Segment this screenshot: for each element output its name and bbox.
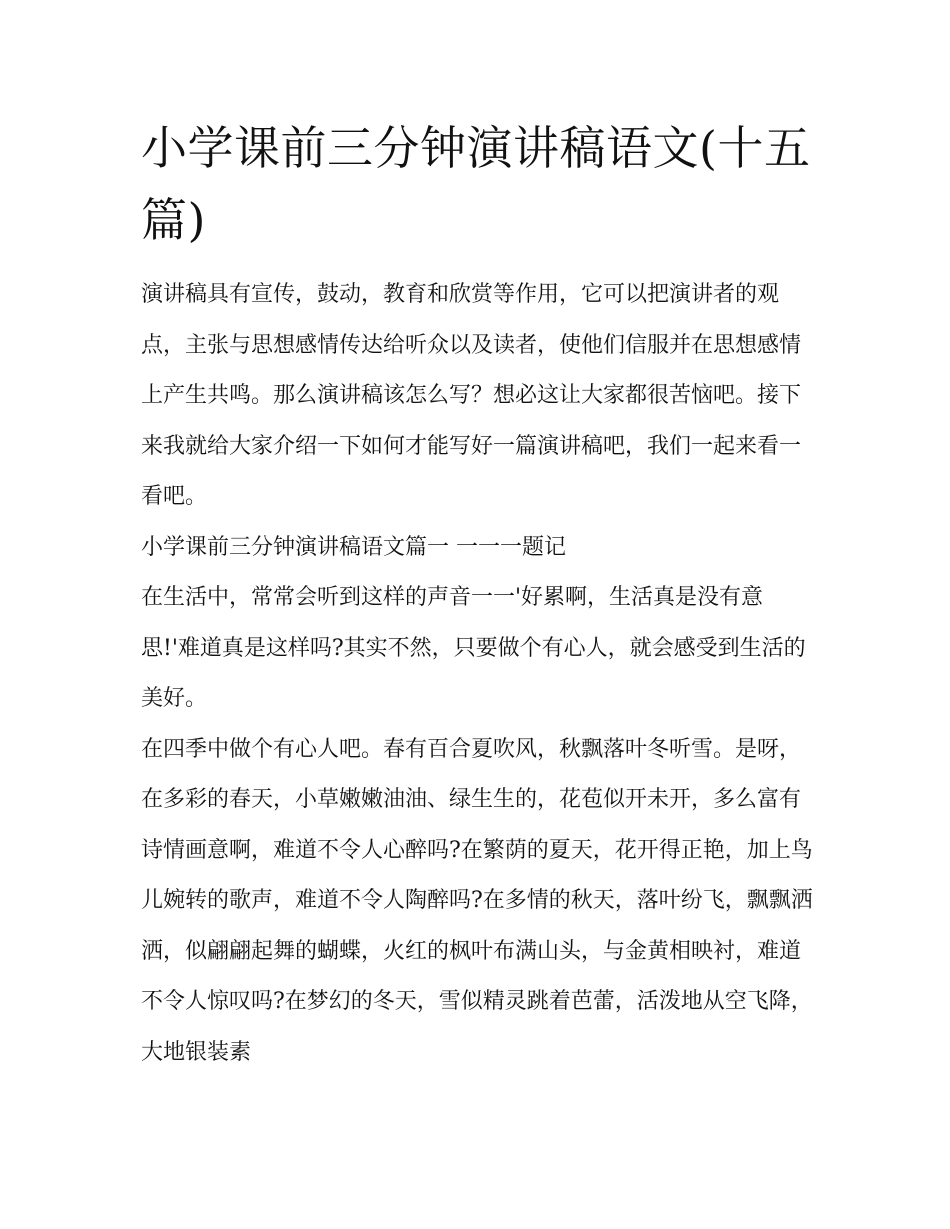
document-page [141, 112, 813, 1078]
document-title: 小学课前三分钟演讲稿语文(十五篇) [141, 121, 811, 247]
body-paragraph-1: 在生活中，常常会听到这样的声音一一'好累啊，生活真是没有意思!'难道真是这样吗?其实不然，只要做个有心人，就会感受到生活的美好。 [141, 585, 806, 711]
section-heading: 小学课前三分钟演讲稿语文篇一 一一一题记 [141, 534, 566, 560]
body-paragraph-2: 在四季中做个有心人吧。春有百合夏吹风，秋飘落叶冬听雪。是呀，在多彩的春天，小草嫩嫩油油、绿生生的，花苞似开未开，多么富有诗情画意啊，难道不令人心醉吗?在繁荫的夏天，花开得正艳，加上鸟儿婉转的歌声，难道不令人陶醉吗?在多情的秋天，落叶纷飞，飘飘洒洒，似翩翩起舞的蝴蝶，火红的枫叶布满山头，与金黄相映衬，难道不令人惊叹吗?在梦幻的冬天，雪似精灵跳着芭蕾，活泼地从空飞降，大地银装素 [141, 736, 813, 1065]
intro-paragraph: 演讲稿具有宣传，鼓动，教育和欣赏等作用，它可以把演讲者的观点，主张与思想感情传达给听众以及读者，使他们信服并在思想感情上产生共鸣。那么演讲稿该怎么写？想必这让大家都很苦恼吧。接下来我就给大家介绍一下如何才能写好一篇演讲稿吧，我们一起来看一看吧。 [141, 282, 802, 509]
